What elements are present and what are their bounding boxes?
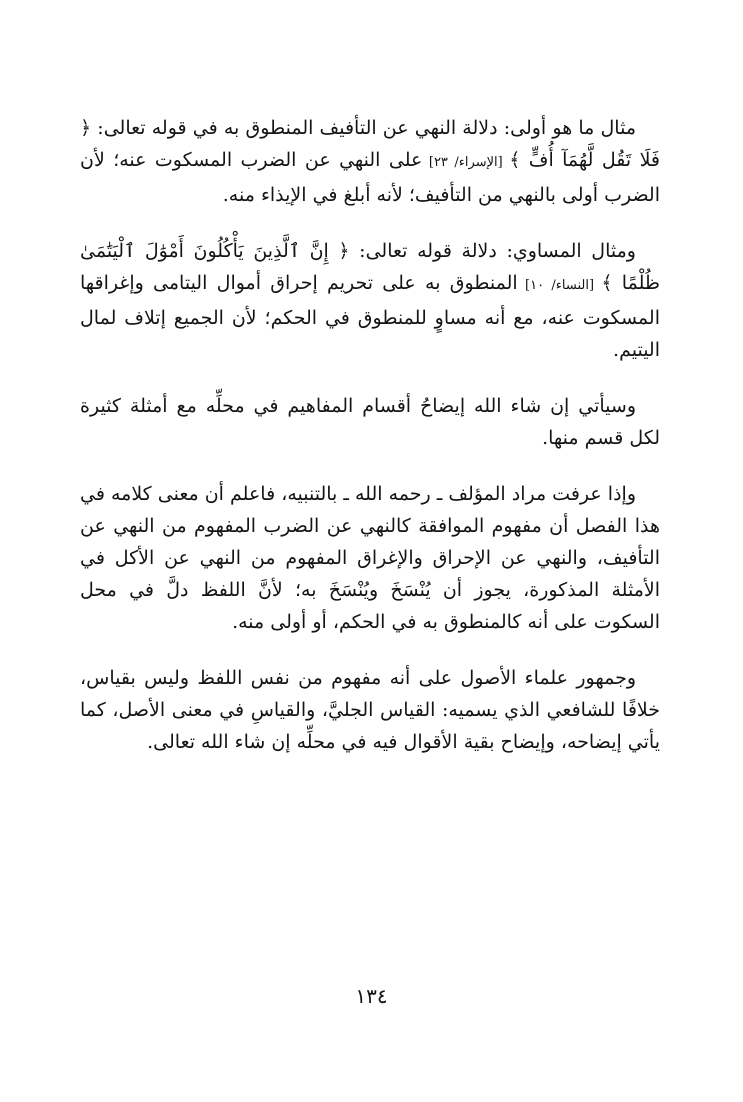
paragraph-text: المنطوق به على تحريم إحراق أموال اليتامى وإغراقها المسكوت عنه، مع أنه مساوٍ للمنطوق في الحكم؛ لأن الجميع إتلاف لمال اليتيم. xyxy=(80,272,660,361)
paragraph-author-meaning xyxy=(80,478,660,638)
paragraph-text: مثال ما هو أولى: دلالة النهي عن التأفيف المنطوق به في قوله تعالى: xyxy=(91,117,636,139)
verse-reference: [النساء/ ١٠] xyxy=(517,278,602,293)
body-text xyxy=(80,112,660,782)
paragraph-upcoming xyxy=(80,390,660,454)
quran-verse: ﴿ فَلَا تَقُل لَّهُمَآ أُفٍّ ﴾ xyxy=(80,117,660,171)
verse-reference: [الإسراء/ ٢٣] xyxy=(422,155,510,170)
paragraph-text: ومثال المساوي: دلالة قوله تعالى: xyxy=(349,240,636,262)
paragraph-example-equal xyxy=(80,235,660,366)
page-number: ١٣٤ xyxy=(355,984,388,1008)
paragraph-text: على النهي عن الضرب المسكوت عنه؛ لأن الضرب أولى بالنهي من التأفيف؛ لأنه أبلغ في الإيذاء منه. xyxy=(80,149,660,206)
paragraph-text: وإذا عرفت مراد المؤلف ـ رحمه الله ـ بالتنبيه، فاعلم أن معنى كلامه في هذا الفصل أن مفهوم الموافقة كالنهي عن الضرب المفهوم من النهي عن التأفيف، والنهي عن الإحراق والإغراق المفهوم من النهي عن الأكل في الأمثلة المذكورة، يجوز أن يُنْسَخَ ويُنْسَخَ به؛ لأنَّ اللفظ دلَّ في محل السكوت على أنه كالمنطوق به في الحكم، أو أولى منه. xyxy=(80,483,660,633)
paragraph-text: وسيأتي إن شاء الله إيضاحُ أقسام المفاهيم في محلِّه مع أمثلة كثيرة لكل قسم منها. xyxy=(80,395,660,449)
quran-verse: ﴿ إِنَّ ٱلَّذِينَ يَأْكُلُونَ أَمْوَٰلَ ٱلْيَتَٰمَىٰ ظُلْمًا ﴾ xyxy=(80,240,660,294)
paragraph-majority-view xyxy=(80,662,660,758)
paragraph-example-stronger xyxy=(80,112,660,211)
paragraph-text: وجمهور علماء الأصول على أنه مفهوم من نفس اللفظ وليس بقياس، خلافًا للشافعي الذي يسميه: القياس الجليَّ، والقياسِ في معنى الأصل، كما يأتي إيضاحه، وإيضاح بقية الأقوال فيه في محلِّه إن شاء الله تعالى. xyxy=(80,667,660,753)
